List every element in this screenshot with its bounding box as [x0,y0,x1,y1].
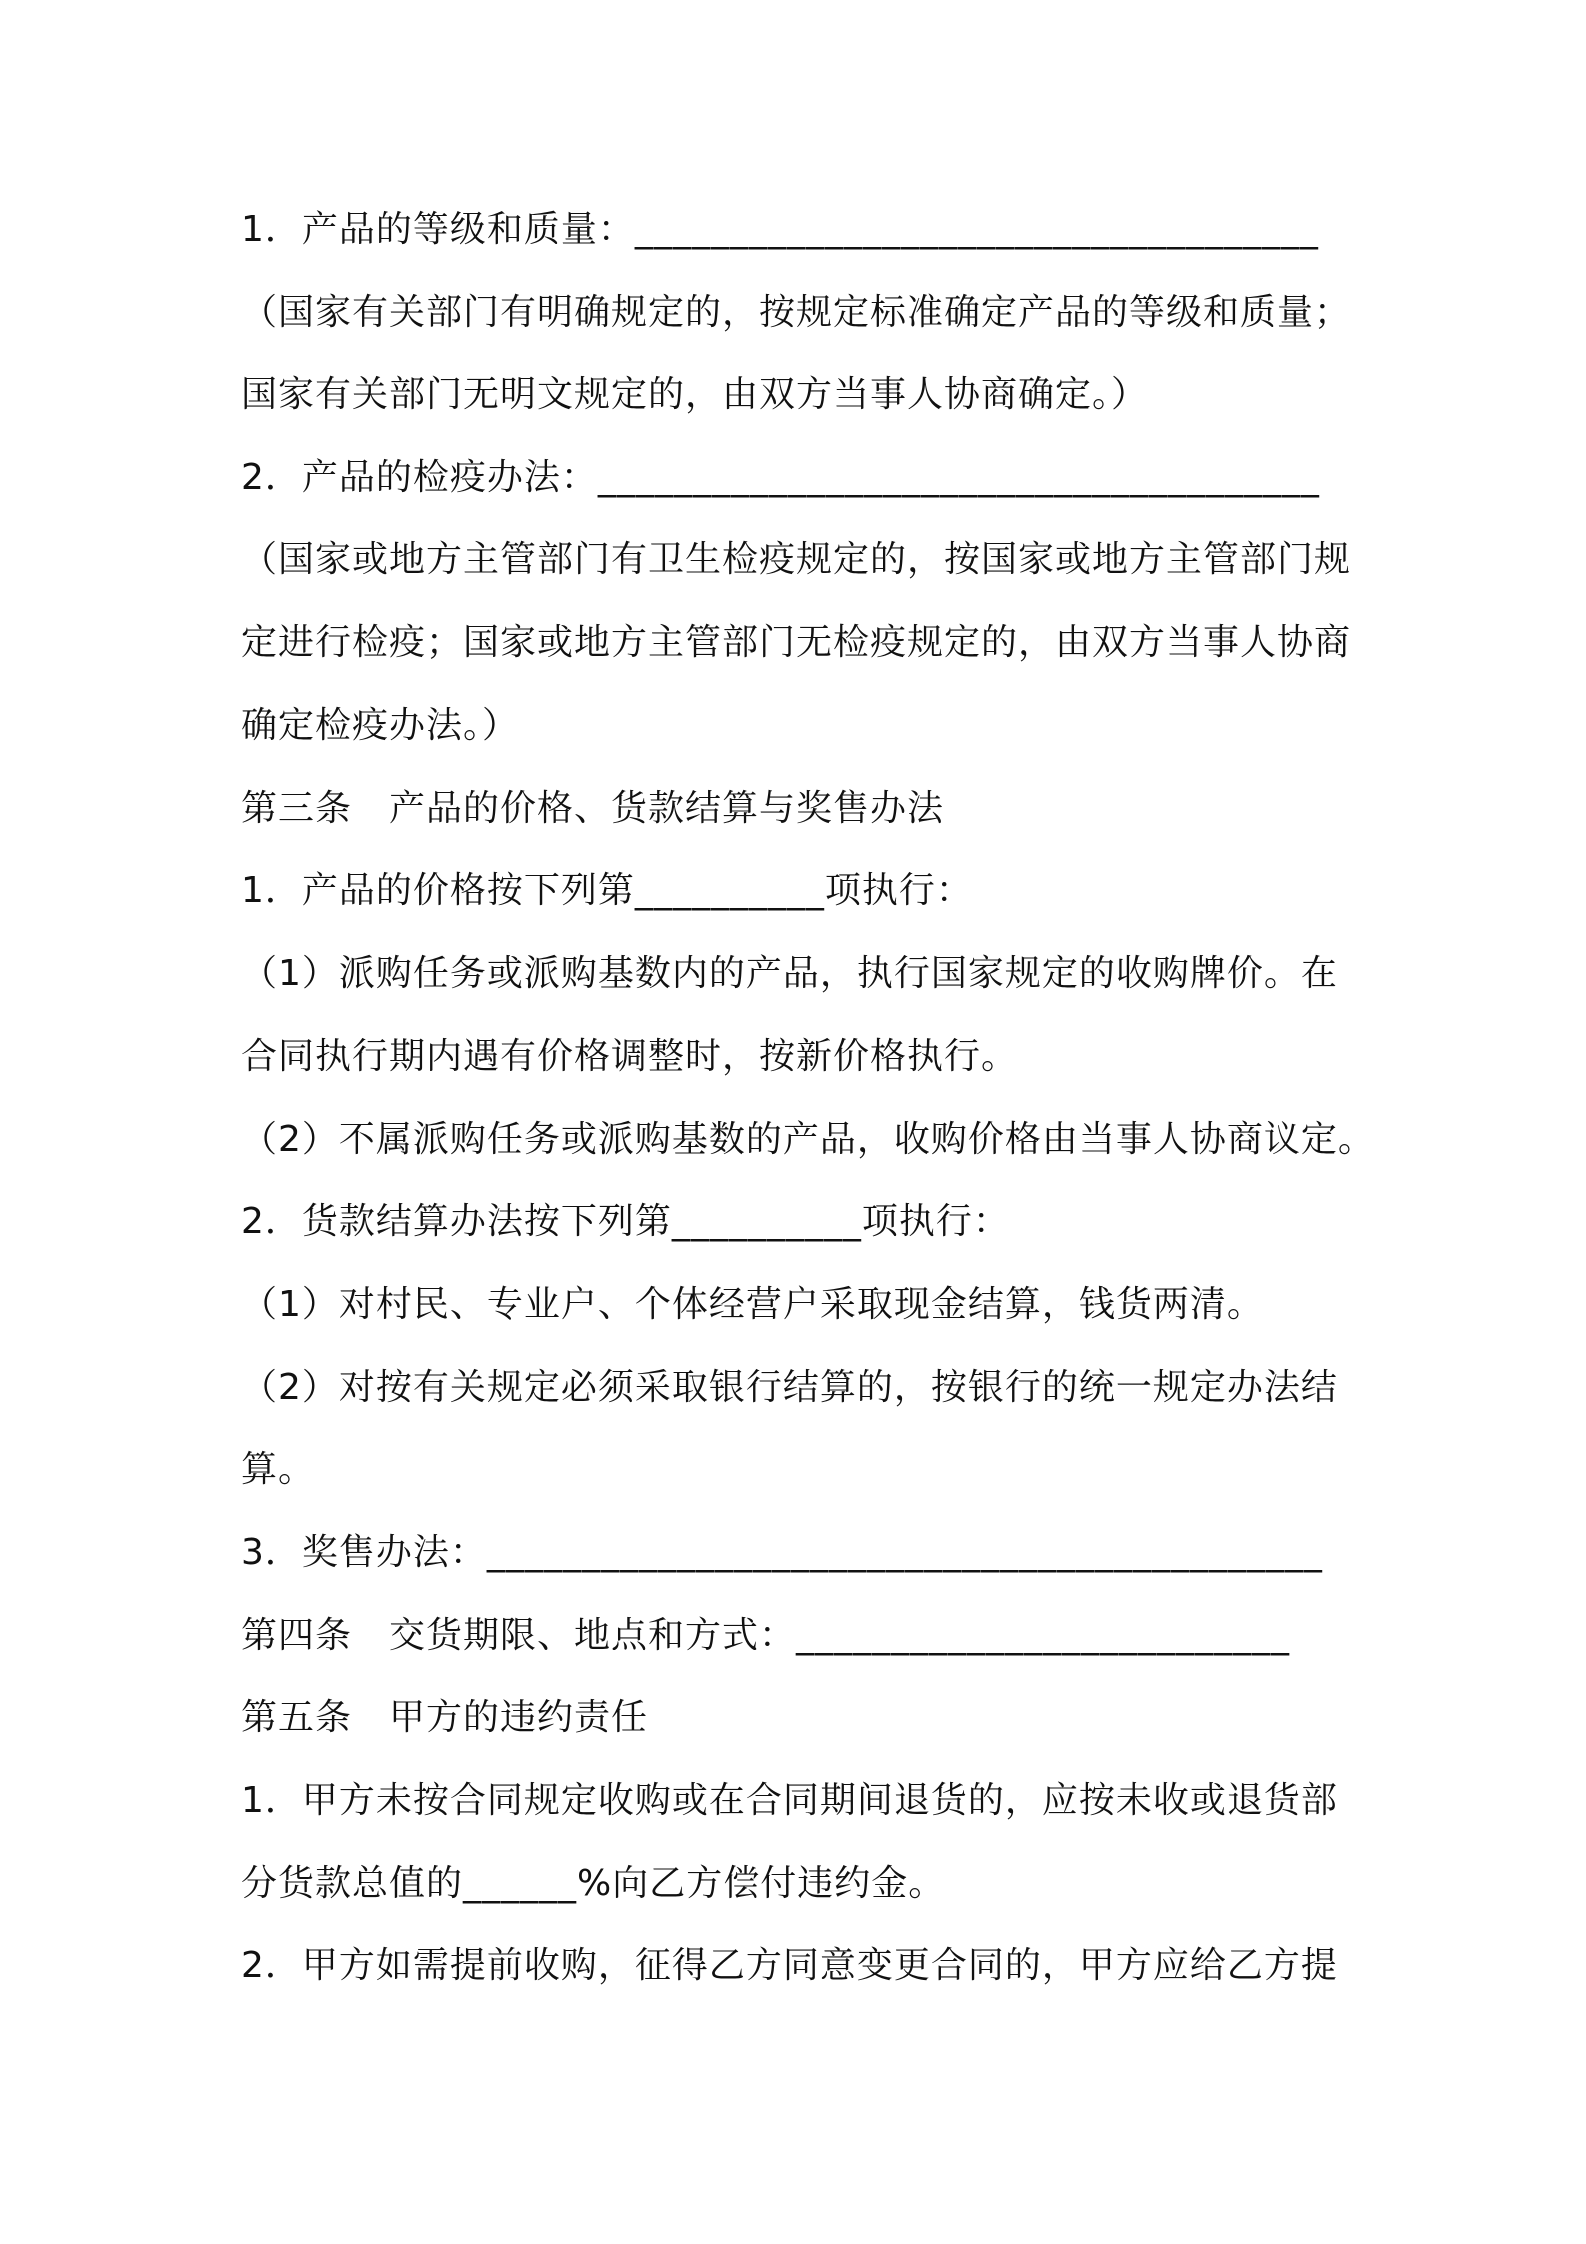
liability-clause-1-line-1: 1．甲方未按合同规定收购或在合同期间退货的，应按未收或退货部 [241,1780,1338,1821]
price-option-2: （2）不属派购任务或派购基数的产品，收购价格由当事人协商议定。 [241,1119,1375,1160]
article-five-heading: 第五条 甲方的违约责任 [241,1697,649,1738]
clause-price-option: 1．产品的价格按下列第__________项执行： [241,870,973,911]
clause-quarantine-method: 2．产品的检疫办法：______________________________________ [241,457,1320,498]
note-quarantine-line-3: 确定检疫办法。） [241,705,520,746]
article-three-heading: 第三条 产品的价格、货款结算与奖售办法 [241,788,945,829]
clause-settlement-option: 2．货款结算办法按下列第__________项执行： [241,1201,1010,1242]
clause-product-grade-quality: 1．产品的等级和质量：____________________________________ [241,209,1319,250]
price-option-1-line-1: （1）派购任务或派购基数内的产品，执行国家规定的收购牌价。在 [241,953,1338,994]
liability-clause-2-line-1: 2．甲方如需提前收购，征得乙方同意变更合同的，甲方应给乙方提 [241,1945,1338,1986]
price-option-1-line-2: 合同执行期内遇有价格调整时，按新价格执行。 [241,1036,1019,1077]
article-four-heading: 第四条 交货期限、地点和方式：__________________________ [241,1615,1291,1656]
note-grade-quality-line-1: （国家有关部门有明确规定的，按规定标准确定产品的等级和质量； [241,292,1352,333]
settlement-option-1: （1）对村民、专业户、个体经营户采取现金结算，钱货两清。 [241,1284,1264,1325]
clause-reward-method: 3．奖售办法：____________________________________________ [241,1532,1323,1573]
note-grade-quality-line-2: 国家有关部门无明文规定的，由双方当事人协商确定。） [241,374,1149,415]
note-quarantine-line-2: 定进行检疫；国家或地方主管部门无检疫规定的，由双方当事人协商 [241,622,1352,663]
liability-clause-1-line-2: 分货款总值的______%向乙方偿付违约金。 [241,1863,946,1904]
settlement-option-2-line-2: 算。 [241,1449,316,1490]
settlement-option-2-line-1: （2）对按有关规定必须采取银行结算的，按银行的统一规定办法结 [241,1367,1338,1408]
note-quarantine-line-1: （国家或地方主管部门有卫生检疫规定的，按国家或地方主管部门规 [241,539,1352,580]
